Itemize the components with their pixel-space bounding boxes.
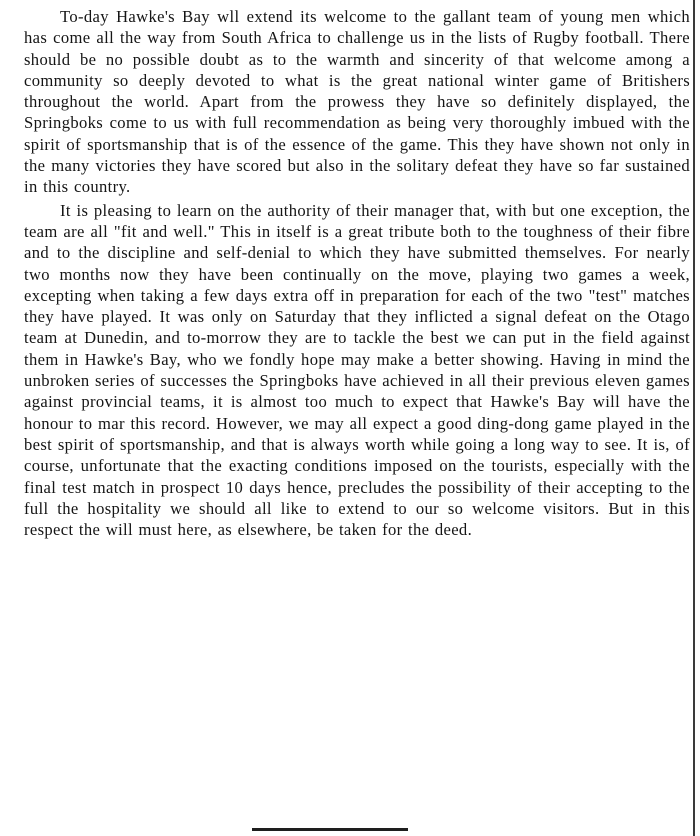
column-rule: [693, 0, 695, 836]
article-paragraph-1: To-day Hawke's Bay wll extend its welcome to the gallant team of young men which has come all the way from South Africa to challenge us in the lists of Rugby football. There should be no possible doubt as to the warmth and sincerity of that welcome among a community so deeply devoted to what is the great national winter game of Britishers throughout the world. Apart from the prowess they have so definitely displayed, the Springboks come to us with full recommendation as being very thoroughly imbued with the spirit of sportsmanship that is of the essence of the game. This they have shown not only in the many victories they have scored but also in the solitary defeat they have so far sustained in this country.: [24, 7, 690, 197]
article-paragraph-2: It is pleasing to learn on the authority of their manager that, with but one exception, the team are all "fit and well." This in itself is a great tribute both to the toughness of their fibre and to the discipline and self-denial to which they have submitted themselves. For nearly two months now they have been continually on the move, playing two games a week, excepting when taking a few days extra off in preparation for each of the two "test" matches they have played. It was only on Saturday that they inflicted a signal defeat on the Otago team at Dunedin, and to-morrow they are to tackle the best we can put in the field against them in Hawke's Bay, who we fondly hope may make a better showing. Having in mind the unbroken series of successes the Springboks have achieved in all their previous eleven games against provincial teams, it is almost too much to expect that Hawke's Bay will have the honour to mar this record. However, we may all expect a good ding-dong game played in the best spirit of sportsmanship, and that is always worth while going a long way to see. It is, of course, unfortunate that the exacting conditions imposed on the tourists, especially with the final test match in prospect 10 days hence, precludes the possibility of their accepting to the full the hospitality we should all like to extend to our so welcome visitors. But in this respect the will must here, as elsewhere, be taken for the deed.: [24, 200, 690, 540]
editorial-article: [24, 6, 690, 540]
article-end-rule: [252, 828, 408, 831]
